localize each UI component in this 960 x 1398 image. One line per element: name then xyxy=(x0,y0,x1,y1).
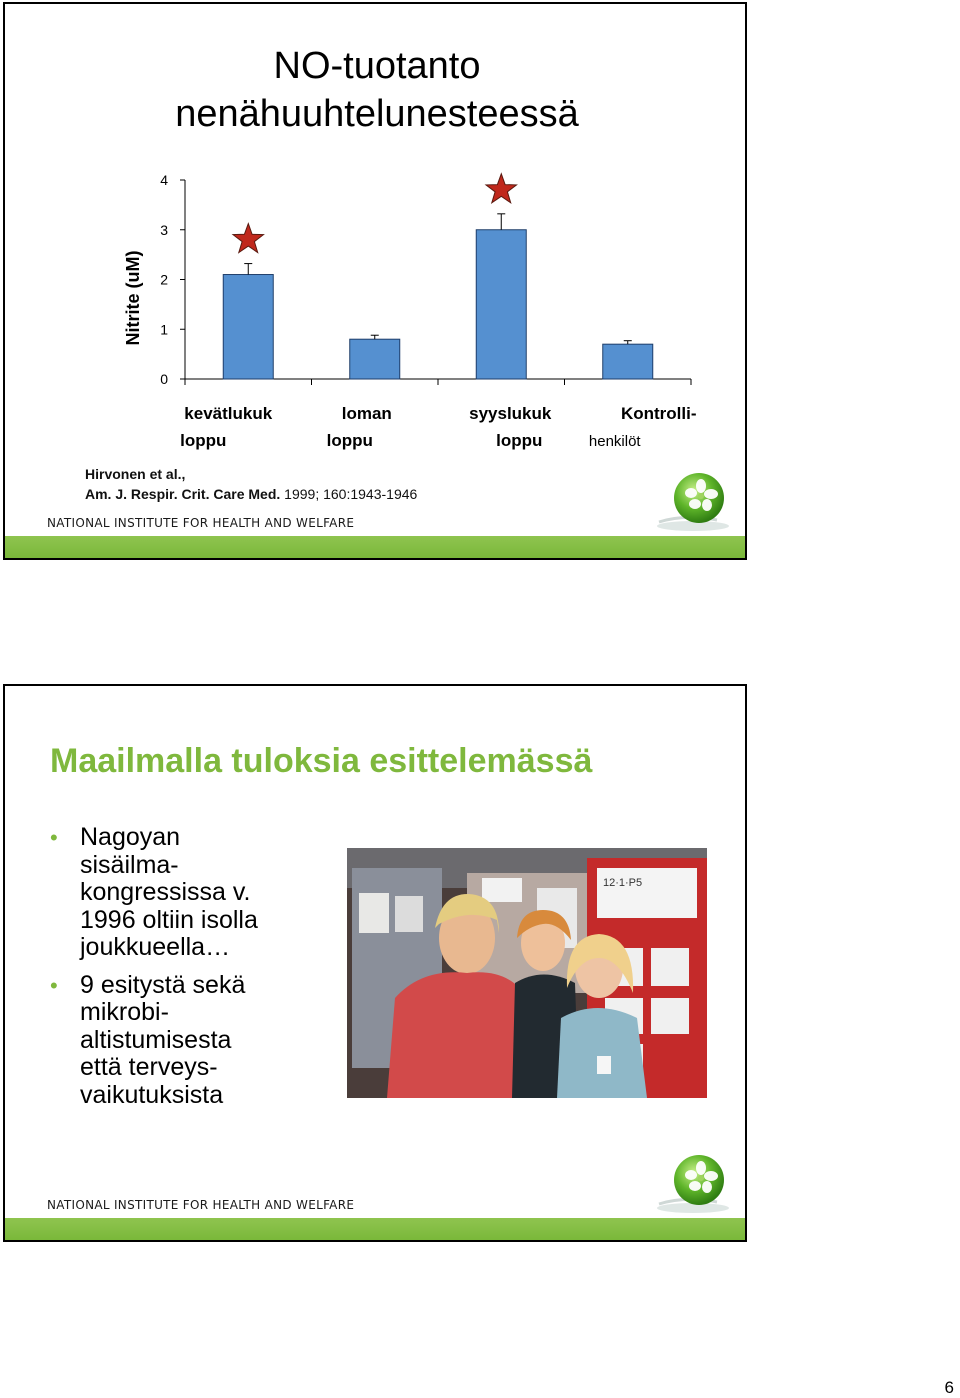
bullet-marker: • xyxy=(50,825,58,850)
bullet-line: 9 esitystä sekä xyxy=(80,970,246,999)
bar xyxy=(350,339,400,379)
citation-volume: 1999; 160:1943-1946 xyxy=(280,486,418,502)
bullet-line: mikrobi- xyxy=(80,998,169,1026)
x-category-label: loppu xyxy=(496,431,543,450)
x-category-label: henkilöt xyxy=(588,433,641,450)
bar xyxy=(476,230,526,379)
y-tick-label: 4 xyxy=(160,172,168,188)
bullet-line: kongressissa v. xyxy=(80,878,251,906)
slide-no-production xyxy=(3,2,747,560)
bar xyxy=(223,275,273,379)
x-category-label: loppu xyxy=(326,431,373,450)
thl-logo-icon xyxy=(655,470,733,534)
conference-photo xyxy=(347,848,707,1098)
bullet-marker: • xyxy=(50,972,58,998)
slide-world-presentations xyxy=(3,684,747,1242)
bullet-line: vaikutuksista xyxy=(80,1080,224,1109)
citation xyxy=(85,464,417,504)
citation-authors: Hirvonen et al., xyxy=(85,466,186,482)
bullet-line: sisäilma- xyxy=(80,850,179,879)
citation-journal-line xyxy=(85,484,417,504)
x-category-label: Kontrolli- xyxy=(620,404,697,423)
bar xyxy=(603,344,653,379)
bullet-line: Nagoyan xyxy=(80,823,181,851)
slide-title: Maailmalla tuloksia esittelemässä xyxy=(50,742,593,780)
x-category-label: kevätlukuk xyxy=(184,404,273,423)
significance-star-icon xyxy=(233,224,264,253)
footer-band xyxy=(5,536,745,558)
x-category-label: syyslukuk xyxy=(469,404,552,423)
bullet-line: joukkueella… xyxy=(80,933,231,961)
bullet-item xyxy=(50,972,310,1110)
footer-institute: NATIONAL INSTITUTE FOR HEALTH AND WELFARE xyxy=(47,1198,355,1212)
footer-band xyxy=(5,1218,745,1240)
x-category-label: loppu xyxy=(180,431,227,450)
thl-logo-icon xyxy=(655,1152,733,1216)
footer-institute: NATIONAL INSTITUTE FOR HEALTH AND WELFARE xyxy=(47,516,355,530)
bullet-line: 1996 oltiin isolla xyxy=(80,905,258,934)
title-line-2: nenähuuhtelunesteessä xyxy=(175,93,579,135)
bullet-list xyxy=(50,824,310,1119)
citation-journal: Am. J. Respir. Crit. Care Med. xyxy=(85,486,281,502)
title-line-1: NO-tuotanto xyxy=(273,45,481,87)
bullet-line: altistumisesta xyxy=(80,1025,232,1054)
bullet-line: että terveys- xyxy=(80,1053,218,1081)
bullet-item xyxy=(50,824,310,962)
x-category-label: loman xyxy=(341,404,392,423)
y-tick-label: 1 xyxy=(160,321,168,338)
significance-star-icon xyxy=(486,174,517,203)
y-tick-label: 3 xyxy=(160,221,168,238)
nitrite-bar-chart xyxy=(5,4,747,464)
y-axis-label: Nitrite (uM) xyxy=(123,250,143,346)
y-tick-label: 2 xyxy=(160,271,168,288)
poster-label: 12·1·P5 xyxy=(603,877,643,889)
page-number: 6 xyxy=(944,1378,954,1397)
y-tick-label: 0 xyxy=(160,371,168,387)
